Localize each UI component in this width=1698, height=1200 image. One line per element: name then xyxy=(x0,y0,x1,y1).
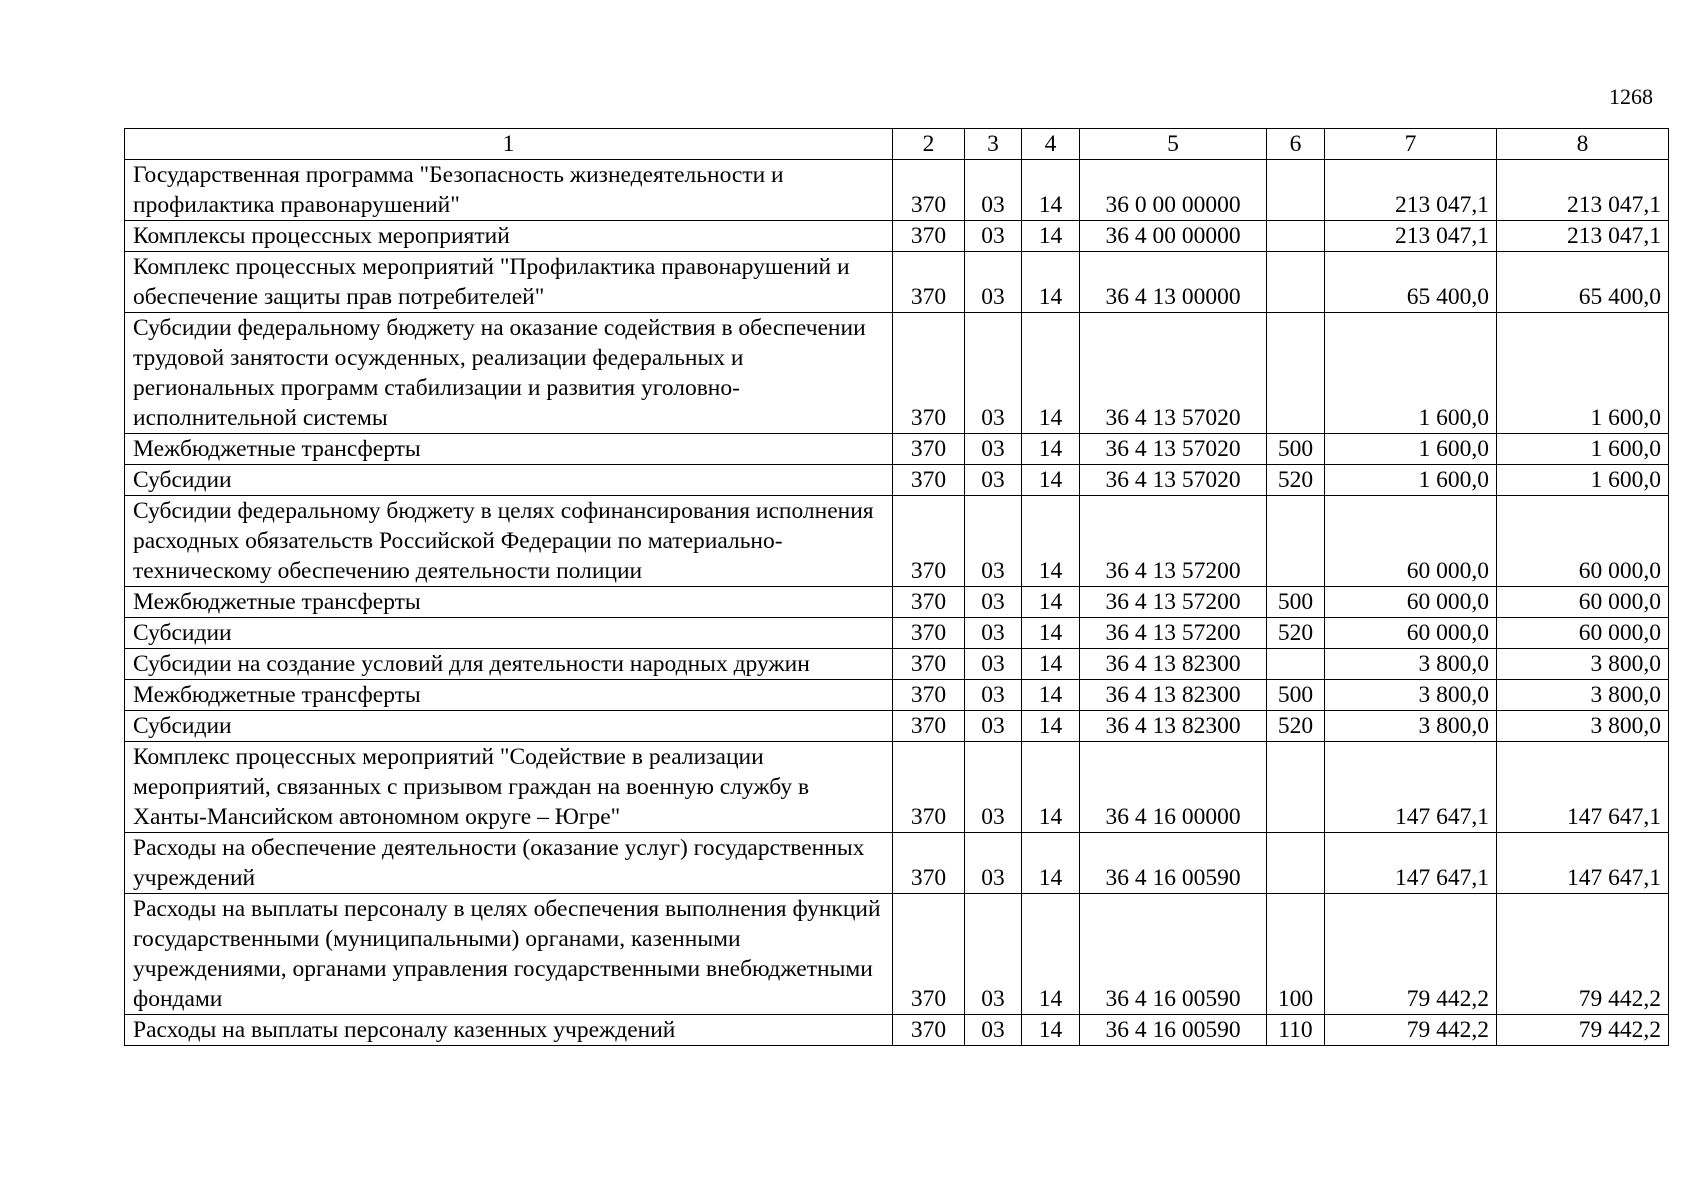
cell-col5: 36 4 13 82300 xyxy=(1080,711,1267,742)
cell-col5: 36 4 13 57020 xyxy=(1080,313,1267,434)
table-row xyxy=(125,221,1669,252)
cell-col3: 03 xyxy=(965,742,1022,833)
cell-col3: 03 xyxy=(965,649,1022,680)
row-name: Расходы на обеспечение деятельности (оказание услуг) государственных учреждений xyxy=(125,833,893,894)
cell-col5: 36 4 16 00590 xyxy=(1080,833,1267,894)
table-row xyxy=(125,618,1669,649)
cell-col2: 370 xyxy=(893,465,965,496)
cell-col5: 36 4 16 00590 xyxy=(1080,1015,1267,1046)
cell-col6 xyxy=(1267,649,1325,680)
row-name: Расходы на выплаты персоналу в целях обеспечения выполнения функций государственными (муниципальными) органами, казенными учреждениями, органами управления государственными внебюджетными фондами xyxy=(125,894,893,1015)
cell-col2: 370 xyxy=(893,680,965,711)
cell-col4: 14 xyxy=(1022,649,1080,680)
cell-col2: 370 xyxy=(893,252,965,313)
row-name: Субсидии федеральному бюджету в целях софинансирования исполнения расходных обязательств Российской Федерации по материально-техническому обеспечению деятельности полиции xyxy=(125,496,893,587)
cell-col5: 36 4 13 57020 xyxy=(1080,465,1267,496)
cell-col3: 03 xyxy=(965,618,1022,649)
cell-col3: 03 xyxy=(965,833,1022,894)
cell-col6: 500 xyxy=(1267,587,1325,618)
cell-col4: 14 xyxy=(1022,680,1080,711)
cell-col7: 213 047,1 xyxy=(1325,221,1497,252)
cell-col7: 1 600,0 xyxy=(1325,313,1497,434)
cell-col5: 36 4 13 57020 xyxy=(1080,434,1267,465)
cell-col5: 36 4 13 57200 xyxy=(1080,618,1267,649)
row-name: Комплексы процессных мероприятий xyxy=(125,221,893,252)
cell-col4: 14 xyxy=(1022,221,1080,252)
cell-col8: 79 442,2 xyxy=(1497,1015,1669,1046)
cell-col6: 500 xyxy=(1267,434,1325,465)
cell-col6: 500 xyxy=(1267,680,1325,711)
table-row xyxy=(125,434,1669,465)
cell-col8: 79 442,2 xyxy=(1497,894,1669,1015)
cell-col3: 03 xyxy=(965,252,1022,313)
row-name: Расходы на выплаты персоналу казенных учреждений xyxy=(125,1015,893,1046)
cell-col2: 370 xyxy=(893,160,965,221)
cell-col6 xyxy=(1267,252,1325,313)
cell-col8: 3 800,0 xyxy=(1497,711,1669,742)
table-row xyxy=(125,587,1669,618)
cell-col4: 14 xyxy=(1022,252,1080,313)
column-header: 4 xyxy=(1022,129,1080,160)
cell-col4: 14 xyxy=(1022,711,1080,742)
cell-col6 xyxy=(1267,742,1325,833)
cell-col7: 79 442,2 xyxy=(1325,1015,1497,1046)
cell-col8: 60 000,0 xyxy=(1497,587,1669,618)
cell-col4: 14 xyxy=(1022,894,1080,1015)
page-number: 1268 xyxy=(1609,84,1653,109)
cell-col3: 03 xyxy=(965,465,1022,496)
cell-col6 xyxy=(1267,221,1325,252)
cell-col2: 370 xyxy=(893,1015,965,1046)
cell-col5: 36 4 16 00590 xyxy=(1080,894,1267,1015)
cell-col4: 14 xyxy=(1022,465,1080,496)
cell-col3: 03 xyxy=(965,587,1022,618)
cell-col2: 370 xyxy=(893,742,965,833)
table-row xyxy=(125,1015,1669,1046)
cell-col5: 36 4 00 00000 xyxy=(1080,221,1267,252)
budget-table xyxy=(124,128,1669,1046)
cell-col2: 370 xyxy=(893,649,965,680)
table-row xyxy=(125,833,1669,894)
table-row xyxy=(125,160,1669,221)
cell-col5: 36 4 16 00000 xyxy=(1080,742,1267,833)
cell-col7: 1 600,0 xyxy=(1325,465,1497,496)
cell-col3: 03 xyxy=(965,711,1022,742)
cell-col5: 36 4 13 57200 xyxy=(1080,496,1267,587)
cell-col7: 3 800,0 xyxy=(1325,680,1497,711)
cell-col6: 100 xyxy=(1267,894,1325,1015)
cell-col5: 36 0 00 00000 xyxy=(1080,160,1267,221)
table-row xyxy=(125,649,1669,680)
table-row xyxy=(125,252,1669,313)
cell-col7: 60 000,0 xyxy=(1325,496,1497,587)
table-row xyxy=(125,711,1669,742)
cell-col3: 03 xyxy=(965,221,1022,252)
cell-col3: 03 xyxy=(965,894,1022,1015)
table-row xyxy=(125,313,1669,434)
cell-col3: 03 xyxy=(965,160,1022,221)
cell-col2: 370 xyxy=(893,496,965,587)
cell-col6: 520 xyxy=(1267,711,1325,742)
table-row xyxy=(125,742,1669,833)
cell-col8: 1 600,0 xyxy=(1497,313,1669,434)
cell-col4: 14 xyxy=(1022,618,1080,649)
cell-col6: 520 xyxy=(1267,465,1325,496)
cell-col7: 213 047,1 xyxy=(1325,160,1497,221)
cell-col6: 520 xyxy=(1267,618,1325,649)
row-name: Межбюджетные трансферты xyxy=(125,587,893,618)
cell-col8: 3 800,0 xyxy=(1497,649,1669,680)
cell-col6 xyxy=(1267,496,1325,587)
cell-col5: 36 4 13 57200 xyxy=(1080,587,1267,618)
cell-col7: 147 647,1 xyxy=(1325,742,1497,833)
cell-col2: 370 xyxy=(893,587,965,618)
cell-col6 xyxy=(1267,160,1325,221)
cell-col3: 03 xyxy=(965,1015,1022,1046)
cell-col5: 36 4 13 00000 xyxy=(1080,252,1267,313)
cell-col4: 14 xyxy=(1022,313,1080,434)
cell-col4: 14 xyxy=(1022,160,1080,221)
row-name: Государственная программа "Безопасность жизнедеятельности и профилактика правонарушений" xyxy=(125,160,893,221)
cell-col3: 03 xyxy=(965,313,1022,434)
cell-col8: 213 047,1 xyxy=(1497,221,1669,252)
header-row xyxy=(125,129,1669,160)
cell-col8: 147 647,1 xyxy=(1497,833,1669,894)
row-name: Межбюджетные трансферты xyxy=(125,680,893,711)
column-header: 1 xyxy=(125,129,893,160)
cell-col4: 14 xyxy=(1022,1015,1080,1046)
cell-col8: 65 400,0 xyxy=(1497,252,1669,313)
cell-col3: 03 xyxy=(965,434,1022,465)
table-row xyxy=(125,496,1669,587)
cell-col7: 1 600,0 xyxy=(1325,434,1497,465)
cell-col8: 60 000,0 xyxy=(1497,496,1669,587)
cell-col7: 79 442,2 xyxy=(1325,894,1497,1015)
cell-col8: 1 600,0 xyxy=(1497,434,1669,465)
cell-col3: 03 xyxy=(965,680,1022,711)
cell-col2: 370 xyxy=(893,711,965,742)
table-row xyxy=(125,680,1669,711)
cell-col7: 60 000,0 xyxy=(1325,618,1497,649)
cell-col8: 3 800,0 xyxy=(1497,680,1669,711)
cell-col4: 14 xyxy=(1022,833,1080,894)
cell-col7: 60 000,0 xyxy=(1325,587,1497,618)
cell-col2: 370 xyxy=(893,434,965,465)
cell-col2: 370 xyxy=(893,618,965,649)
row-name: Субсидии на создание условий для деятельности народных дружин xyxy=(125,649,893,680)
row-name: Субсидии xyxy=(125,465,893,496)
cell-col5: 36 4 13 82300 xyxy=(1080,649,1267,680)
cell-col2: 370 xyxy=(893,894,965,1015)
row-name: Комплекс процессных мероприятий "Профилактика правонарушений и обеспечение защиты прав потребителей" xyxy=(125,252,893,313)
cell-col4: 14 xyxy=(1022,742,1080,833)
column-header: 6 xyxy=(1267,129,1325,160)
cell-col6 xyxy=(1267,313,1325,434)
cell-col8: 147 647,1 xyxy=(1497,742,1669,833)
cell-col7: 147 647,1 xyxy=(1325,833,1497,894)
cell-col7: 3 800,0 xyxy=(1325,649,1497,680)
column-header: 2 xyxy=(893,129,965,160)
row-name: Субсидии xyxy=(125,618,893,649)
cell-col2: 370 xyxy=(893,221,965,252)
row-name: Субсидии xyxy=(125,711,893,742)
table-row xyxy=(125,894,1669,1015)
cell-col8: 60 000,0 xyxy=(1497,618,1669,649)
cell-col4: 14 xyxy=(1022,434,1080,465)
column-header: 3 xyxy=(965,129,1022,160)
cell-col8: 213 047,1 xyxy=(1497,160,1669,221)
column-header: 7 xyxy=(1325,129,1497,160)
row-name: Комплекс процессных мероприятий "Содействие в реализации мероприятий, связанных с призывом граждан на военную службу в Ханты-Мансийском автономном округе – Югре" xyxy=(125,742,893,833)
cell-col2: 370 xyxy=(893,833,965,894)
table-row xyxy=(125,465,1669,496)
cell-col5: 36 4 13 82300 xyxy=(1080,680,1267,711)
cell-col6 xyxy=(1267,833,1325,894)
cell-col8: 1 600,0 xyxy=(1497,465,1669,496)
cell-col7: 65 400,0 xyxy=(1325,252,1497,313)
cell-col3: 03 xyxy=(965,496,1022,587)
row-name: Субсидии федеральному бюджету на оказание содействия в обеспечении трудовой занятости осужденных, реализации федеральных и региональных программ стабилизации и развития уголовно-исполнительной системы xyxy=(125,313,893,434)
row-name: Межбюджетные трансферты xyxy=(125,434,893,465)
column-header: 8 xyxy=(1497,129,1669,160)
cell-col2: 370 xyxy=(893,313,965,434)
cell-col4: 14 xyxy=(1022,496,1080,587)
cell-col7: 3 800,0 xyxy=(1325,711,1497,742)
cell-col6: 110 xyxy=(1267,1015,1325,1046)
column-header: 5 xyxy=(1080,129,1267,160)
cell-col4: 14 xyxy=(1022,587,1080,618)
